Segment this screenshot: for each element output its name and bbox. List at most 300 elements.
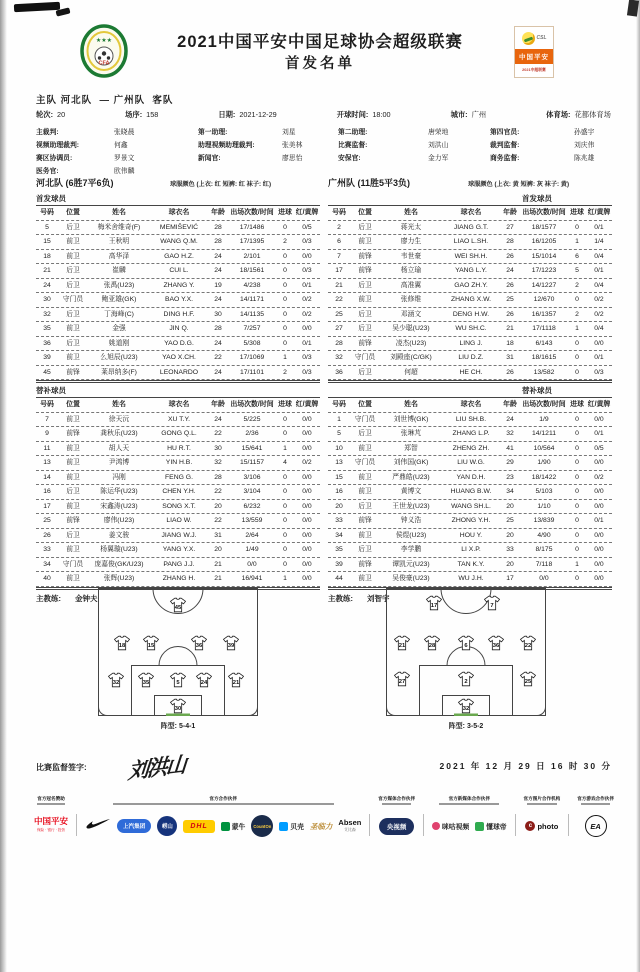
cell: 0 xyxy=(283,281,287,289)
cell: 24 xyxy=(214,368,222,376)
cell: 4/238 xyxy=(243,281,261,289)
cell: 球衣名 xyxy=(460,209,482,216)
cell: YIN H.B. xyxy=(165,459,193,466)
formation-section xyxy=(36,588,612,731)
cell: 17/1223 xyxy=(531,267,557,274)
cell: 2/64 xyxy=(245,531,259,539)
cell: 1 xyxy=(337,415,341,423)
cell: 21 xyxy=(214,575,222,582)
svg-text:25: 25 xyxy=(525,678,532,685)
cell: 0/1 xyxy=(302,339,312,347)
cell: HU R.T. xyxy=(167,444,191,452)
cell: 后卫 xyxy=(358,310,372,318)
cell: DING H.F. xyxy=(163,310,195,318)
cell: 0 xyxy=(283,296,287,303)
pitch-diagram xyxy=(386,588,546,716)
cell: 0/2 xyxy=(594,296,604,303)
cell: 22 xyxy=(214,430,222,437)
svg-text:36: 36 xyxy=(195,643,203,650)
official-role-label: 主裁判: xyxy=(36,129,59,136)
cell: 18/1422 xyxy=(531,473,557,481)
supervisor-signature: 刘洪山 xyxy=(127,751,186,784)
player-row xyxy=(328,529,612,544)
player-row xyxy=(36,366,320,381)
cell: 0/5 xyxy=(594,444,604,452)
absen-logo: Absen 艾比森 xyxy=(338,818,362,832)
cell: YAN D.H. xyxy=(456,473,486,481)
cell: 年龄 xyxy=(211,401,225,408)
player-row xyxy=(36,558,320,573)
cell: 7/118 xyxy=(535,560,553,568)
cell: 后卫 xyxy=(66,310,80,318)
cell: CHEN Y.H. xyxy=(162,488,196,495)
cell: CUI L. xyxy=(169,267,189,274)
cell: ZHANG Y. xyxy=(163,281,195,289)
cell: 0/0 xyxy=(594,546,604,553)
cell: 张琳芃 xyxy=(400,430,422,437)
cell: LIAO L.SH. xyxy=(453,238,489,245)
shenglinli-logo: 圣临力 xyxy=(309,821,333,831)
svg-text:CFA: CFA xyxy=(98,60,110,67)
cell: 2/101 xyxy=(243,252,261,260)
cell: LIU D.Z. xyxy=(458,354,484,361)
cell: 前卫 xyxy=(358,444,372,452)
player-row xyxy=(36,543,320,558)
cell: 32 xyxy=(335,354,343,361)
official-name: 唐荣地 xyxy=(428,129,449,136)
sponsor-group-newmedia xyxy=(432,796,507,839)
cell: 球衣名 xyxy=(168,401,190,408)
player-row xyxy=(328,279,612,294)
cell: 后卫 xyxy=(358,368,372,376)
cell: 1 xyxy=(575,238,579,245)
cell: 前卫 xyxy=(66,354,80,361)
cell: 位置 xyxy=(66,401,80,408)
cell: 24 xyxy=(43,281,51,289)
table-header-row xyxy=(36,397,320,413)
official-role-label: 助理视频助理裁判: xyxy=(198,142,255,149)
cell: 姚道刚 xyxy=(108,339,130,347)
cell: 13/582 xyxy=(533,368,555,376)
cell: 18/1577 xyxy=(531,223,557,231)
cell: 0/2 xyxy=(594,310,604,318)
player-row xyxy=(328,413,612,428)
cell: 后卫 xyxy=(66,223,80,231)
official-role-label: 商务监督: xyxy=(490,155,520,162)
cell: 0/0 xyxy=(302,252,312,260)
cell: 0/0 xyxy=(302,325,312,332)
home-subs-table xyxy=(36,397,320,590)
cell: 0/1 xyxy=(594,517,604,524)
cell: 20 xyxy=(214,502,222,510)
sponsor-group-label: 官方图片合作机构 xyxy=(523,796,561,801)
cell: 16 xyxy=(335,488,343,495)
player-shirt xyxy=(520,671,537,686)
sponsor-group-label: 官方合作伙伴 xyxy=(209,796,237,801)
cell: 后卫 xyxy=(358,430,372,437)
player-shirt xyxy=(458,671,475,686)
cell: 后卫 xyxy=(358,546,372,553)
cell: 0 xyxy=(575,296,579,303)
cell: JIANG G.T. xyxy=(453,223,489,231)
svg-text:30: 30 xyxy=(174,705,182,712)
cell: 15 xyxy=(43,238,51,245)
cell: 张修维 xyxy=(400,296,422,303)
officials-grid xyxy=(36,126,611,178)
player-row xyxy=(36,471,320,486)
cell: 0 xyxy=(575,415,579,423)
csl-ball-icon xyxy=(522,32,535,45)
cell: 5 xyxy=(337,430,341,437)
cell: 0/1 xyxy=(594,430,604,437)
cell: 33 xyxy=(506,546,514,553)
cell: 梅米舍维奇(F) xyxy=(97,223,141,231)
cell: 10 xyxy=(335,444,343,452)
cell: 前锋 xyxy=(358,252,372,260)
divider xyxy=(423,814,424,836)
cell: 12/670 xyxy=(533,296,555,303)
cell: 17/1395 xyxy=(239,238,265,245)
cell: 45 xyxy=(43,368,51,376)
cell: LEONARDO xyxy=(159,368,199,376)
cell: 杨立瑜 xyxy=(400,267,422,274)
dongqiudi-logo: 懂球帝 xyxy=(475,821,506,831)
cell: 0 xyxy=(283,488,287,495)
player-row xyxy=(328,572,612,587)
cell: 0 xyxy=(283,267,287,274)
official-name: 刘洪山 xyxy=(428,142,449,149)
cell: 姓名 xyxy=(404,401,418,408)
cell: 0/0 xyxy=(302,502,312,510)
player-shirt xyxy=(195,673,212,688)
cell: 13 xyxy=(43,459,51,466)
cell: 红/黄牌 xyxy=(295,209,319,216)
player-row xyxy=(36,442,320,457)
cell: 姓名 xyxy=(404,209,418,216)
cell: WANG Q.M. xyxy=(160,238,198,245)
cell: 宋鑫涛(U23) xyxy=(100,502,138,510)
sponsor-group-media xyxy=(378,796,415,839)
cell: ZHONG Y.H. xyxy=(451,517,491,524)
cell: 0/1 xyxy=(594,223,604,231)
cell: 前锋 xyxy=(66,368,80,376)
official-name: 欧伟麟 xyxy=(114,168,135,175)
cell: 红/黄牌 xyxy=(587,401,611,408)
cell: 守门员 xyxy=(354,415,376,423)
cell: 7/257 xyxy=(243,325,261,332)
cell: 16/941 xyxy=(241,575,263,582)
divider xyxy=(76,814,77,836)
cell: 5/225 xyxy=(243,415,261,423)
player-row xyxy=(328,250,612,265)
cell: 后卫 xyxy=(358,281,372,289)
away-team-name: 广州队 (11胜5平3负) xyxy=(328,178,411,188)
cell: 20 xyxy=(506,531,514,539)
home-subs-label: 替补球员 xyxy=(36,386,66,395)
cell: 红/黄牌 xyxy=(587,209,611,216)
player-row xyxy=(328,264,612,279)
player-row xyxy=(36,293,320,308)
cell: 0/1 xyxy=(594,267,604,274)
cell: 3/106 xyxy=(243,473,261,481)
cell: 守门员 xyxy=(62,296,84,303)
official-name: 陈兆雄 xyxy=(574,155,595,162)
sponsor-group-label: 官方媒体合作伙伴 xyxy=(378,796,416,801)
cell: 39 xyxy=(43,354,51,361)
cell: JIN Q. xyxy=(169,325,189,332)
cell: 28 xyxy=(335,339,343,347)
csl-text: CSL xyxy=(536,35,547,41)
cell: 14/1211 xyxy=(531,430,557,437)
svg-text:17: 17 xyxy=(430,603,438,610)
cell: 0/0 xyxy=(594,415,604,423)
player-row xyxy=(328,337,612,352)
svg-text:22: 22 xyxy=(525,643,532,650)
cell: 蒋光太 xyxy=(400,223,422,231)
player-shirt xyxy=(483,596,500,611)
home-starting-table xyxy=(36,205,320,383)
table-header-row xyxy=(328,397,612,413)
cell: 5 xyxy=(575,267,579,274)
cell: 13/559 xyxy=(241,517,263,524)
cell: 0/5 xyxy=(302,223,312,231)
away-formation-label: 阵型: 3-5-2 xyxy=(448,723,484,730)
cell: 姓名 xyxy=(112,209,126,216)
cell: 10/564 xyxy=(533,444,555,452)
cell: 15/641 xyxy=(241,444,263,452)
cell: 4/90 xyxy=(537,531,551,539)
svg-text:18: 18 xyxy=(118,643,126,650)
officials-row xyxy=(36,126,611,139)
player-shirt xyxy=(394,671,411,686)
cell: 0 xyxy=(575,488,579,495)
cell: 41 xyxy=(506,444,514,452)
cell: 25 xyxy=(335,310,343,318)
cell: 前卫 xyxy=(66,459,80,466)
cell: WU SH.C. xyxy=(455,325,487,332)
cell: 位置 xyxy=(358,401,372,408)
officials-row xyxy=(36,152,611,165)
cell: 2 xyxy=(283,238,287,245)
cell: 0/2 xyxy=(302,310,312,318)
player-row xyxy=(36,456,320,471)
cell: HUANG B.W. xyxy=(450,488,492,495)
cell: 15/1157 xyxy=(239,459,265,466)
cell: 18 xyxy=(506,339,514,347)
cell: 35 xyxy=(335,546,343,553)
cell: 崔麟 xyxy=(112,267,126,274)
cell: 号码 xyxy=(40,401,54,408)
cell: 号码 xyxy=(332,209,346,216)
cell: 24 xyxy=(214,415,222,423)
cell: 18/1615 xyxy=(531,354,557,361)
sponsor-group-photo xyxy=(524,796,561,839)
cell: 前卫 xyxy=(66,546,80,553)
cell: 24 xyxy=(214,252,222,260)
cell: 年龄 xyxy=(503,401,517,408)
cell: 22 xyxy=(214,517,222,524)
cell: GAO H.Z. xyxy=(164,252,194,260)
cell: 17/1118 xyxy=(532,325,556,332)
cell: WU J.H. xyxy=(458,575,484,582)
official-role-label: 赛区协调员: xyxy=(36,155,73,162)
away-team-column xyxy=(328,193,612,604)
match-info-item: 场序: 158 xyxy=(125,110,159,119)
player-row xyxy=(36,235,320,250)
cell: 0/3 xyxy=(302,267,312,274)
home-kit-colors: 球服颜色 (上衣: 红 短裤: 红 袜子: 红) xyxy=(170,181,272,188)
svg-text:15: 15 xyxy=(147,643,155,650)
pingan-logo: 中国平安 保险 · 银行 · 投资 xyxy=(34,816,69,832)
cell: 22 xyxy=(335,296,343,303)
cell: 严鼎皓(U23) xyxy=(392,473,430,481)
cell: 29 xyxy=(506,459,514,466)
cell: 2 xyxy=(575,310,579,318)
cell: 2 xyxy=(283,368,287,376)
cell: 韦世豪 xyxy=(400,252,422,260)
official-role-label: 第四官员: xyxy=(490,129,520,136)
csl-badge xyxy=(514,26,554,78)
cell: 5/308 xyxy=(243,339,261,347)
sponsor-group-partners xyxy=(85,796,361,839)
cell: 陈运华(U23) xyxy=(100,488,138,495)
player-row xyxy=(36,264,320,279)
cell: 35 xyxy=(43,325,51,332)
ea-logo: EA xyxy=(585,815,607,837)
cell: 0/4 xyxy=(594,281,604,289)
svg-text:5: 5 xyxy=(176,680,180,687)
cell: 1 xyxy=(575,560,579,568)
player-row xyxy=(328,235,612,250)
sponsor-group-label: 官方新媒体合作伙伴 xyxy=(448,796,490,801)
player-row xyxy=(328,293,612,308)
cell: 6 xyxy=(575,252,579,260)
cell: 36 xyxy=(43,339,51,347)
beike-logo: 贝壳 xyxy=(279,821,304,831)
away-kit-colors: 球服颜色 (上衣: 黄 短裤: 灰 袜子: 黄) xyxy=(468,181,570,188)
cell: 刘伟国(GK) xyxy=(393,459,429,466)
official-role-label: 第二助理: xyxy=(338,129,368,136)
cell: 前锋 xyxy=(358,339,372,347)
match-info-row xyxy=(36,110,611,120)
sponsor-footer xyxy=(34,796,614,839)
cell: 0/0 xyxy=(594,339,604,347)
cell: 24 xyxy=(214,267,222,274)
player-row xyxy=(36,337,320,352)
player-shirt xyxy=(488,636,505,651)
away-coach-name: 刘智宇 xyxy=(367,593,390,603)
cell: 28 xyxy=(214,473,222,481)
cell: LING J. xyxy=(459,339,483,347)
cell: 21 xyxy=(335,281,343,289)
player-shirt xyxy=(222,636,239,651)
cell: 14/1227 xyxy=(531,281,557,289)
cell: 34 xyxy=(335,531,343,539)
team-headers xyxy=(36,176,621,189)
official-name: 张美林 xyxy=(282,142,303,149)
player-shirt xyxy=(170,597,187,612)
svg-text:45: 45 xyxy=(174,604,182,611)
cell: 前锋 xyxy=(66,517,80,524)
cell: 15/1014 xyxy=(531,252,557,260)
player-row xyxy=(328,322,612,337)
cell: 0/0 xyxy=(302,575,312,582)
cell: 34 xyxy=(43,560,51,568)
cell: 32 xyxy=(43,310,51,318)
cell: 刘世博(GK) xyxy=(393,415,429,423)
cell: 4 xyxy=(283,459,287,466)
player-shirt xyxy=(227,673,244,688)
migu-logo: 咪咕视频 xyxy=(432,821,469,831)
cell: 0 xyxy=(575,546,579,553)
official-role-label: 比赛监督: xyxy=(338,142,368,149)
cell: 13 xyxy=(335,459,343,466)
cell: 出场次数/时间 xyxy=(522,401,566,408)
cell: 0 xyxy=(575,368,579,376)
cell: 后卫 xyxy=(66,267,80,274)
cell: 进球 xyxy=(278,401,292,408)
cell: 庞嘉俊(GK/U23) xyxy=(94,560,144,568)
svg-text:21: 21 xyxy=(398,643,406,650)
cell: 张辉(U23) xyxy=(103,575,135,582)
home-coach-name: 金钟夫 xyxy=(75,593,98,603)
cell: 0/0 xyxy=(594,531,604,539)
cell: 31 xyxy=(214,531,222,539)
cell: 张禹(U23) xyxy=(103,281,135,289)
cell: 0/3 xyxy=(594,368,604,376)
cell: 8/175 xyxy=(535,546,553,553)
player-row xyxy=(36,500,320,515)
csl-year: 2021中超联赛 xyxy=(522,68,546,72)
cell: GAO ZH.Y. xyxy=(454,281,488,289)
cell: 后卫 xyxy=(66,488,80,495)
cell: 0/0 xyxy=(302,546,312,553)
cell: 1 xyxy=(283,444,287,452)
cell: 17/1486 xyxy=(239,223,265,231)
cell: 0 xyxy=(283,473,287,481)
cell: 0 xyxy=(283,415,287,423)
cell: 11 xyxy=(43,444,51,452)
svg-text:28: 28 xyxy=(429,643,436,650)
cell: 位置 xyxy=(358,209,372,216)
cell: 0 xyxy=(575,575,579,582)
home-formation-label: 阵型: 5-4-1 xyxy=(160,723,196,730)
cell: 守门员 xyxy=(62,560,84,568)
official-name: 张晓晨 xyxy=(114,129,135,136)
cell: 姜文骏 xyxy=(108,531,130,539)
cell: 0/0 xyxy=(539,575,549,582)
player-row xyxy=(328,500,612,515)
player-row xyxy=(36,250,320,265)
scan-edge-right xyxy=(636,0,640,972)
cell: 25 xyxy=(506,296,514,303)
cell: 26 xyxy=(506,310,514,318)
cell: LIAO W. xyxy=(166,517,192,524)
cell: YAO X.CH. xyxy=(162,354,196,361)
counton-logo: CountOn xyxy=(251,815,273,837)
cell: 杨翼璇(U23) xyxy=(100,546,138,553)
cell: 2 xyxy=(337,223,341,231)
cell: 0 xyxy=(283,502,287,510)
cell: 18/1561 xyxy=(239,267,265,274)
cell: 0 xyxy=(283,517,287,524)
cell: MEMIŠEVIĆ xyxy=(159,223,199,231)
player-row xyxy=(328,221,612,236)
cell: 吴俊豪(U23) xyxy=(392,575,430,582)
cell: SONG X.T. xyxy=(162,502,196,510)
player-shirt xyxy=(107,673,124,688)
cell: 17 xyxy=(506,575,514,582)
